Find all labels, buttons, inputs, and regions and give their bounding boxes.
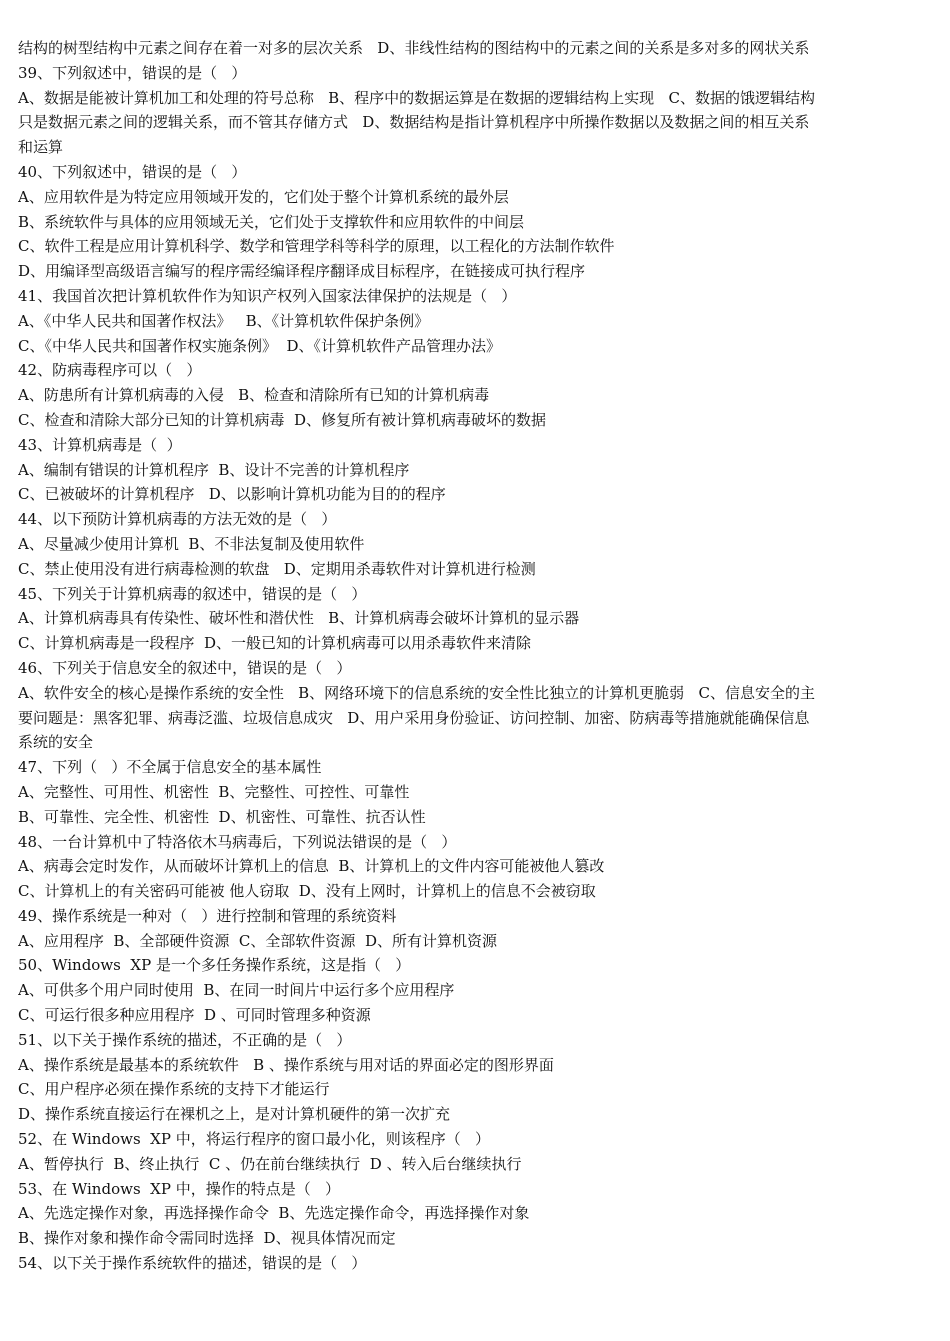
- question-51: 51、以下关于操作系统的描述，不正确的是（ ）: [18, 1030, 352, 1049]
- option-line: A、先选定操作对象，再选择操作命令 B、先选定操作命令，再选择操作对象: [18, 1204, 530, 1223]
- question-49: 49、操作系统是一种对（ ）进行控制和管理的系统资料: [18, 906, 397, 925]
- question-48: 48、一台计算机中了特洛依木马病毒后，下列说法错误的是（ ）: [18, 832, 457, 851]
- option-line: A、操作系统是最基本的系统软件 B 、操作系统与用对话的界面必定的图形界面: [18, 1055, 554, 1074]
- question-42: 42、防病毒程序可以（ ）: [18, 361, 202, 380]
- option-line: A、防患所有计算机病毒的入侵 B、检查和清除所有已知的计算机病毒: [18, 386, 490, 405]
- option-line: 要问题是：黑客犯罪、病毒泛滥、垃圾信息成灾 D、用户采用身份验证、访问控制、加密、防病毒等措施就能确保信息: [18, 708, 810, 727]
- option-line: C、用户程序必须在操作系统的支持下才能运行: [18, 1080, 330, 1099]
- option-line: C、软件工程是应用计算机科学、数学和管理学科等科学的原理，以工程化的方法制作软件: [18, 237, 615, 256]
- option-line: A、应用软件是为特定应用领域开发的，它们处于整个计算机系统的最外层: [18, 187, 509, 206]
- option-line: D、操作系统直接运行在裸机之上，是对计算机硬件的第一次扩充: [18, 1105, 451, 1124]
- question-52: 52、在 Windows XP 中，将运行程序的窗口最小化，则该程序（ ）: [18, 1130, 491, 1149]
- question-45: 45、下列关于计算机病毒的叙述中，错误的是（ ）: [18, 584, 367, 603]
- option-line: C、可运行很多种应用程序 D 、可同时管理多种资源: [18, 1006, 371, 1025]
- option-line: A、软件安全的核心是操作系统的安全性 B、网络环境下的信息系统的安全性比独立的计算机更脆弱 C、信息安全的主: [18, 683, 815, 702]
- option-line: B、可靠性、完全性、机密性 D、机密性、可靠性、抗否认性: [18, 807, 426, 826]
- option-line: A、应用程序 B、全部硬件资源 C、全部软件资源 D、所有计算机资源: [18, 931, 497, 950]
- option-line: C、计算机病毒是一段程序 D、一般已知的计算机病毒可以用杀毒软件来清除: [18, 634, 532, 653]
- option-line: A、编制有错误的计算机程序 B、设计不完善的计算机程序: [18, 460, 410, 479]
- option-line: A、暂停执行 B、终止执行 C 、仍在前台继续执行 D 、转入后台继续执行: [18, 1154, 522, 1173]
- text-line: 结构的树型结构中元素之间存在着一对多的层次关系 D、非线性结构的图结构中的元素之间的关系是多对多的网状关系: [18, 39, 810, 57]
- question-47: 47、下列（ ）不全属于信息安全的基本属性: [18, 758, 322, 777]
- text-line: 只是数据元素之间的逻辑关系，而不管其存储方式 D、数据结构是指计算机程序中所操作数据以及数据之间的相互关系: [18, 113, 810, 132]
- question-44: 44、以下预防计算机病毒的方法无效的是（ ）: [18, 510, 337, 529]
- option-line: C、已被破坏的计算机程序 D、以影响计算机功能为目的的程序: [18, 485, 446, 504]
- option-line: B、系统软件与具体的应用领域无关，它们处于支撑软件和应用软件的中间层: [18, 212, 525, 231]
- question-54: 54、以下关于操作系统软件的描述，错误的是（ ）: [18, 1254, 367, 1273]
- document-page: [18, 36, 918, 1276]
- option-line: A、完整性、可用性、机密性 B、完整性、可控性、可靠性: [18, 782, 410, 801]
- option-line: A、计算机病毒具有传染性、破坏性和潜伏性 B、计算机病毒会破坏计算机的显示器: [18, 609, 580, 628]
- text-line: A、数据是能被计算机加工和处理的符号总称 B、程序中的数据运算是在数据的逻辑结构上实现 C、数据的饿逻辑结构: [18, 88, 815, 107]
- option-line: A、病毒会定时发作，从而破坏计算机上的信息 B、计算机上的文件内容可能被他人篡改: [18, 857, 605, 876]
- option-line: A、《中华人民共和国著作权法》 B、《计算机软件保护条例》: [18, 311, 430, 330]
- text-line: 和运算: [18, 138, 64, 157]
- option-line: 系统的安全: [18, 733, 94, 752]
- option-line: C、禁止使用没有进行病毒检测的软盘 D、定期用杀毒软件对计算机进行检测: [18, 559, 536, 578]
- question-46: 46、下列关于信息安全的叙述中，错误的是（ ）: [18, 658, 352, 677]
- question-40: 40、下列叙述中，错误的是（ ）: [18, 162, 247, 181]
- question-50: 50、Windows XP 是一个多任务操作系统，这是指（ ）: [18, 956, 411, 975]
- question-43: 43、计算机病毒是（ ）: [18, 435, 182, 454]
- question-41: 41、我国首次把计算机软件作为知识产权列入国家法律保护的法规是（ ）: [18, 286, 517, 305]
- option-line: C、计算机上的有关密码可能被 他人窃取 D、没有上网时，计算机上的信息不会被窃取: [18, 882, 596, 901]
- option-line: A、尽量减少使用计算机 B、不非法复制及使用软件: [18, 534, 365, 553]
- option-line: C、检查和清除大部分已知的计算机病毒 D、修复所有被计算机病毒破坏的数据: [18, 410, 547, 429]
- option-line: C、《中华人民共和国著作权实施条例》 D、《计算机软件产品管理办法》: [18, 336, 502, 355]
- option-line: D、用编译型高级语言编写的程序需经编译程序翻译成目标程序，在链接成可执行程序: [18, 262, 586, 281]
- question-53: 53、在 Windows XP 中，操作的特点是（ ）: [18, 1179, 341, 1198]
- question-39: 39、下列叙述中，错误的是（ ）: [18, 63, 247, 82]
- option-line: B、操作对象和操作命令需同时选择 D、视具体情况而定: [18, 1229, 396, 1248]
- option-line: A、可供多个用户同时使用 B、在同一时间片中运行多个应用程序: [18, 981, 455, 1000]
